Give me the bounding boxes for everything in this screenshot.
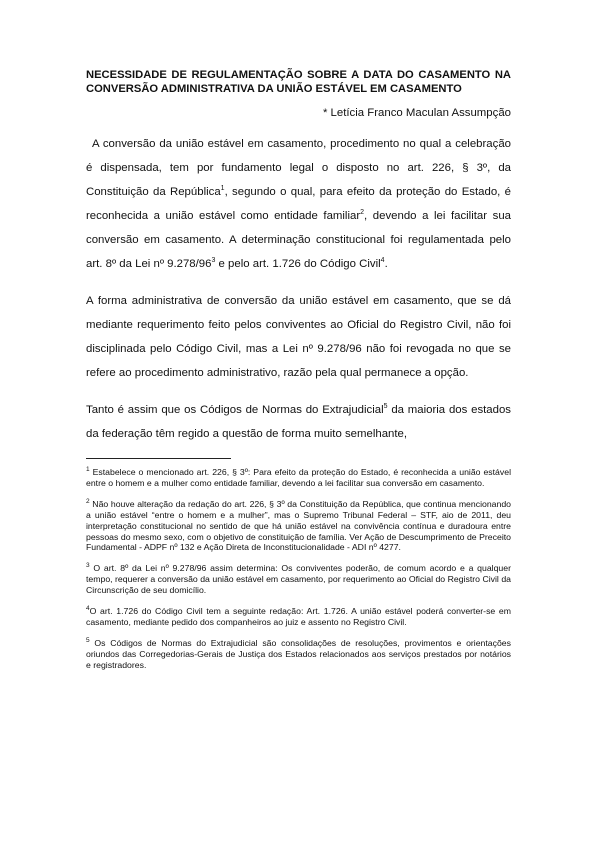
p3-text-b: da maioria dos estados da federação têm regido a questão de forma muito semelhante,: [86, 404, 512, 440]
page-content: [86, 68, 511, 671]
footnote-number: 4: [86, 605, 90, 613]
footnote-number: 2: [86, 497, 90, 505]
footnote-ref-4[interactable]: 4: [380, 257, 385, 265]
footnote-number: 3: [86, 562, 90, 570]
footnote-text: Os Códigos de Normas do Extrajudicial são consolidações de resoluções, provimentos e orientações oriundos das Corregedorias-Gerais de Justiça dos Estados relacionados aos serviços prestados por notários e registradores.: [86, 637, 511, 670]
article-body: [86, 132, 511, 446]
footnotes: [86, 467, 511, 671]
footnote-3: [86, 563, 511, 596]
p1-text-a: A conversão da união estável em casamento, procedimento no qual a celebração é dispensada, tem por fundamento legal o disposto no art. 226, § 3º, da Constituição da República: [86, 138, 511, 198]
paragraph-2: A forma administrativa de conversão da união estável em casamento, que se dá mediante requerimento feito pelos conviventes ao Oficial do Registro Civil, não foi disciplinada pelo Código Civil, mas a Lei nº 9.278/96 não foi revogada no que se refere ao procedimento administrativo, razão pela qual permanece a opção.: [86, 295, 511, 379]
paragraph-1: [86, 132, 511, 276]
footnote-1: [86, 467, 511, 489]
p1-text-c: , devendo a lei facilitar sua conversão em casamento. A determinação constitucional foi regulamentada pelo art. 8º da Lei nº 9.278/96: [86, 210, 511, 270]
footnote-ref-1[interactable]: 1: [220, 185, 225, 193]
footnote-separator: [86, 458, 231, 459]
p1-text-e: .: [384, 258, 388, 270]
footnote-ref-5[interactable]: 5: [383, 403, 388, 411]
footnote-text: O art. 8º da Lei nº 9.278/96 assim determina: Os conviventes poderão, de comum acordo e a qualquer tempo, requerer a conversão da união estável em casamento, por requerimento ao Oficial do Registro Civil da Circunscrição de seu domicílio.: [86, 563, 511, 596]
footnote-ref-3[interactable]: 3: [211, 257, 216, 265]
footnote-ref-2[interactable]: 2: [360, 209, 365, 217]
footnote-text: Não houve alteração da redação do art. 226, § 3º da Constituição da República, que continua mencionando a união estável “entre o homem e a mulher”, mas o Supremo Tribunal Federal – STF, aio de 2011, deu interpretação constitucional no sentido de que há união estável na convivência contínua e duradoura entre pessoas do mesmo sexo, com o objetivo de constituição de família. Ver Ação de Descumprimento de Preceito Fundamental - ADPF nº 132 e Ação Direta de Inconstitucionalidade - ADI nº 4277.: [86, 498, 511, 553]
footnote-text: O art. 1.726 do Código Civil tem a seguinte redação: Art. 1.726. A união estável poderá converter-se em casamento, mediante pedido dos companheiros ao juiz e assento no Registro Civil.: [86, 606, 511, 627]
footnote-number: 5: [86, 636, 90, 644]
footnote-number: 1: [86, 466, 90, 474]
footnote-5: [86, 638, 511, 671]
p1-text-d: e pelo art. 1.726 do Código Civil: [215, 258, 381, 270]
article-title: NECESSIDADE DE REGULAMENTAÇÃO SOBRE A DATA DO CASAMENTO NA CONVERSÃO ADMINISTRATIVA DA UNIÃO ESTÁVEL EM CASAMENTO: [86, 69, 511, 95]
p3-text-a: Tanto é assim que os Códigos de Normas do Extrajudicial: [86, 404, 384, 416]
p1-text-b: , segundo o qual, para efeito da proteção do Estado, é reconhecida a união estável como entidade familiar: [86, 186, 511, 222]
paragraph-3: [86, 398, 511, 446]
footnote-text: Estabelece o mencionado art. 226, § 3º: Para efeito da proteção do Estado, é reconhecida a união estável entre o homem e a mulher como entidade familiar, devendo a lei facilitar sua conversão em casamento.: [86, 467, 511, 488]
footnote-4: [86, 606, 511, 628]
author-line: * Letícia Franco Maculan Assumpção: [322, 107, 511, 119]
footnote-2: [86, 499, 511, 554]
